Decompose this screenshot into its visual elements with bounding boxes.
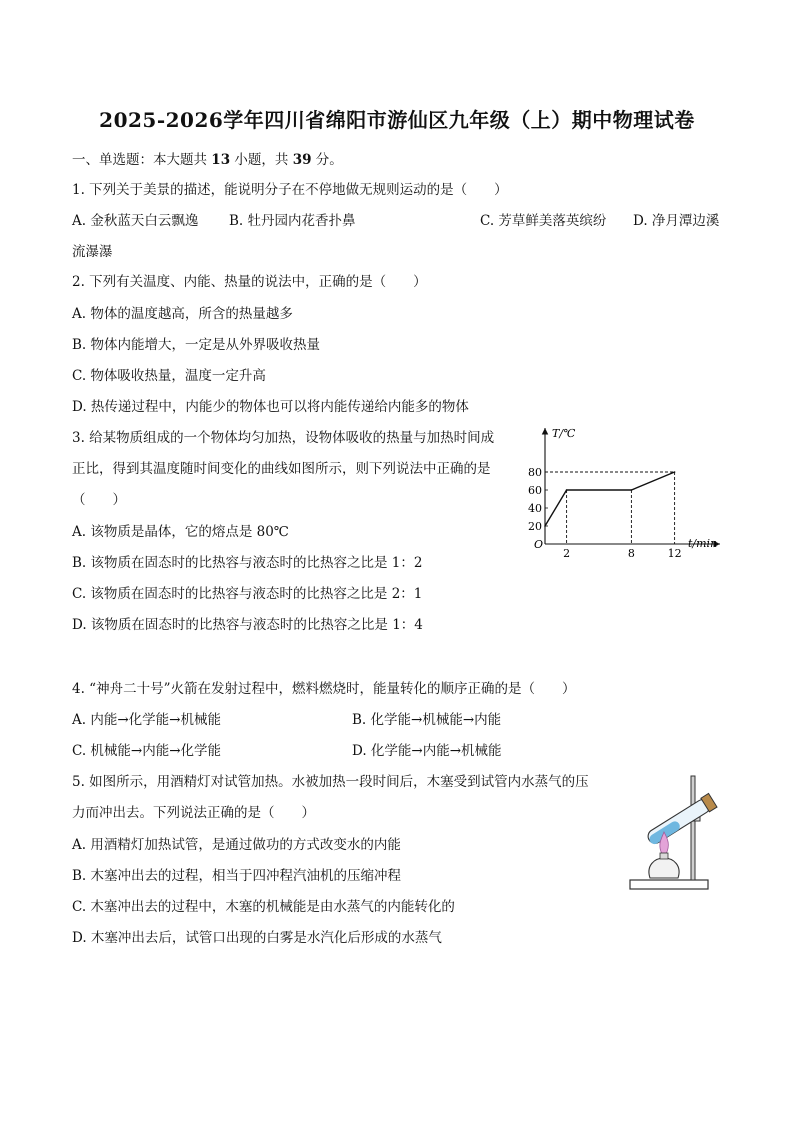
data-point <box>566 489 568 491</box>
q1-stem: 1. 下列关于美景的描述，能说明分子在不停地做无规则运动的是（ ） <box>72 182 508 198</box>
q5-stem-line2: 力而冲出去。下列说法正确的是（ ） <box>72 805 315 821</box>
q3-stem-line2: 正比，得到其温度随时间变化的曲线如图所示，则下列说法中正确的是 <box>72 461 491 477</box>
q2-option-a: A. 物体的温度越高，所含的热量越多 <box>72 306 293 322</box>
q5-option-b: B. 木塞冲出去的过程，相当于四冲程汽油机的压缩冲程 <box>72 868 402 884</box>
y-tick-label: 60 <box>528 484 542 497</box>
data-point <box>631 489 633 491</box>
temperature-time-graph <box>520 418 732 558</box>
y-tick-label: 40 <box>528 502 542 515</box>
origin-label: O <box>534 538 544 551</box>
stand-base <box>630 880 708 889</box>
data-point <box>544 525 546 527</box>
section-heading <box>72 148 343 168</box>
section-question-count: 13 <box>211 152 231 168</box>
section-middle: 小题，共 <box>230 152 293 168</box>
q1-option-b: B. 牡丹园内花香扑鼻 <box>229 213 356 229</box>
x-tick-label: 12 <box>667 547 682 558</box>
section-prefix: 一、单选题：本大题共 <box>72 152 212 168</box>
series-line <box>545 472 675 526</box>
q3-stem-line1: 3. 给某物质组成的一个物体均匀加热，设物体吸收的热量与加热时间成 <box>72 430 495 446</box>
q2-stem: 2. 下列有关温度、内能、热量的说法中，正确的是（ ） <box>72 274 427 290</box>
y-axis-label: T/℃ <box>552 427 576 440</box>
q4-option-b: B. 化学能→机械能→内能 <box>352 712 502 728</box>
q3-option-b: B. 该物质在固态时的比热容与液态时的比热容之比是 1：2 <box>72 555 423 571</box>
q4-stem: 4. “神舟二十号”火箭在发射过程中，燃料燃烧时，能量转化的顺序正确的是（ ） <box>72 681 576 697</box>
data-point <box>674 471 676 473</box>
q2-option-d: D. 热传递过程中，内能少的物体也可以将内能传递给内能多的物体 <box>72 399 469 415</box>
y-tick-label: 20 <box>528 520 542 533</box>
x-tick-label: 8 <box>627 547 635 558</box>
section-suffix: 分。 <box>311 152 343 168</box>
stand-rod <box>691 776 695 880</box>
section-score: 39 <box>292 152 312 168</box>
x-tick-label: 2 <box>563 547 571 558</box>
y-tick-label: 80 <box>528 466 542 479</box>
q5-option-c: C. 木塞冲出去的过程中，木塞的机械能是由水蒸气的内能转化的 <box>72 899 455 915</box>
q1-option-d-continued: 流瀑瀑 <box>72 244 113 260</box>
q5-option-a: A. 用酒精灯加热试管，是通过做功的方式改变水的内能 <box>72 837 401 853</box>
page-title: 2025-2026学年四川省绵阳市游仙区九年级（上）期中物理试卷 <box>99 108 695 132</box>
q2-option-b: B. 物体内能增大，一定是从外界吸收热量 <box>72 337 321 353</box>
q4-option-a: A. 内能→化学能→机械能 <box>72 712 221 728</box>
q1-option-c: C. 芳草鲜美落英缤纷 <box>480 213 607 229</box>
q4-option-d: D. 化学能→内能→机械能 <box>352 743 502 759</box>
q1-option-a: A. 金秋蓝天白云飘逸 <box>72 213 199 229</box>
q2-option-c: C. 物体吸收热量，温度一定升高 <box>72 368 266 384</box>
alcohol-lamp-test-tube-apparatus-icon <box>624 770 724 892</box>
q4-option-c: C. 机械能→内能→化学能 <box>72 743 222 759</box>
alcohol-lamp <box>649 858 679 878</box>
q3-option-c: C. 该物质在固态时的比热容与液态时的比热容之比是 2：1 <box>72 586 423 602</box>
q5-stem-line1: 5. 如图所示，用酒精灯对试管加热。水被加热一段时间后，木塞受到试管内水蒸气的压 <box>72 774 589 790</box>
lamp-neck <box>660 853 668 859</box>
q3-option-d: D. 该物质在固态时的比热容与液态时的比热容之比是 1：4 <box>72 617 423 633</box>
q5-option-d: D. 木塞冲出去后，试管口出现的白雾是水汽化后形成的水蒸气 <box>72 930 442 946</box>
q1-option-d: D. 净月潭边溪 <box>633 213 720 229</box>
q3-stem-line3: （ ） <box>72 492 126 508</box>
q3-option-a: A. 该物质是晶体，它的熔点是 80℃ <box>72 524 289 540</box>
x-axis-label: t/min <box>688 537 718 550</box>
